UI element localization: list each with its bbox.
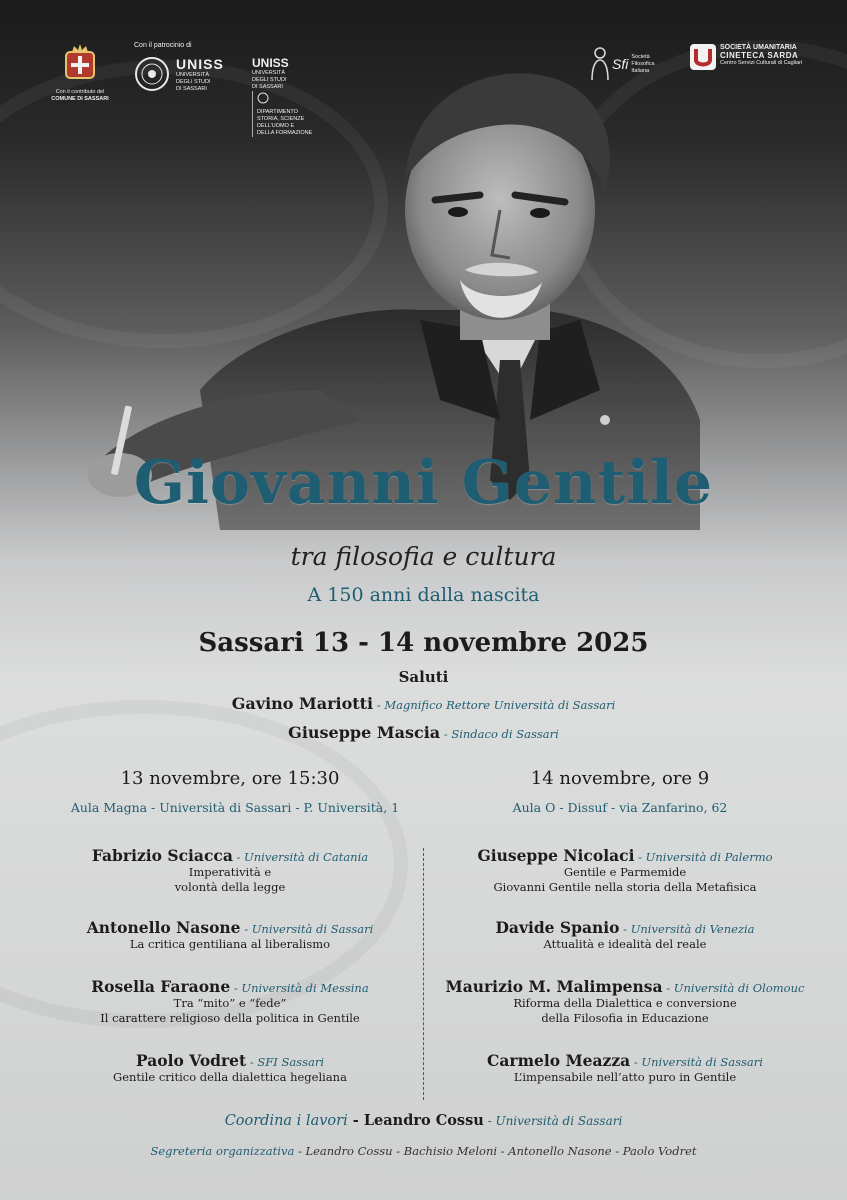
talk-title: Gentile e Parmemide: [563, 865, 687, 879]
talk-item: [30, 918, 430, 952]
uniss-dept-logo: [252, 56, 347, 137]
day1-venue: Aula Magna - Università di Sassari - P. Università, 1: [70, 800, 400, 815]
saluti-label: Saluti: [398, 668, 449, 686]
talk-title: Tra “mito” e “fede”: [173, 996, 287, 1010]
sfi-sub: Italiana: [631, 68, 650, 74]
dept-sub: STORIA, SCIENZE: [257, 116, 305, 122]
talk-title: Attualità e idealità del reale: [543, 937, 707, 951]
talk-title: Gentile critico della dialettica hegeliana: [113, 1070, 347, 1084]
umanitaria-mark-icon: [690, 44, 716, 70]
uniss-sub: UNIVERSITÀ: [252, 70, 286, 76]
event-title: Giovanni Gentile: [133, 448, 714, 518]
coordinator-line: [0, 1112, 847, 1129]
comune-caption: COMUNE DI SASSARI: [51, 96, 109, 102]
talk-item: [420, 977, 830, 1026]
guest-role: - Magnifico Rettore Università di Sassari: [373, 698, 616, 712]
talk-item: [30, 846, 430, 895]
coordinator-label: Coordina i lavori: [224, 1113, 348, 1129]
university-seal-icon: [134, 56, 170, 92]
uniss-sub: DI SASSARI: [176, 86, 207, 92]
talk-item: [30, 1051, 430, 1085]
talk-title: L’impensabile nell’atto puro in Gentile: [513, 1070, 737, 1084]
guest-line: [0, 694, 847, 713]
speaker-name: Davide Spanio: [495, 918, 620, 937]
dept-sub: DELLA FORMAZIONE: [257, 130, 313, 136]
speaker-name: Paolo Vodret: [135, 1051, 247, 1070]
speaker-affiliation: - Università di Venezia: [619, 922, 755, 936]
speaker-affiliation: - SFI Sassari: [246, 1055, 325, 1069]
talk-title: volontà della legge: [174, 880, 286, 894]
uniss-logo: [134, 56, 244, 93]
speaker-name: Maurizio M. Malimpensa: [445, 977, 663, 996]
department-seal-icon: [257, 92, 269, 104]
speaker-affiliation: - Università di Catania: [232, 850, 369, 864]
umanitaria-logo: [690, 44, 820, 70]
sfi-mark: Sfi: [612, 56, 629, 72]
anniversary-line: A 150 anni dalla nascita: [307, 584, 540, 606]
speaker-affiliation: - Università di Messina: [230, 981, 369, 995]
speaker-affiliation: - Università di Palermo: [634, 850, 773, 864]
speaker-name: Fabrizio Sciacca: [91, 846, 233, 865]
speaker-name: Rosella Faraone: [91, 977, 231, 996]
sfi-sub: Filosofica: [631, 61, 655, 67]
uniss-sub: DEGLI STUDI: [252, 77, 287, 83]
talk-item: [430, 1051, 820, 1085]
guest-line: [0, 723, 847, 742]
uniss-sub: UNIVERSITÀ: [176, 72, 210, 78]
sfi-logo: [588, 46, 668, 82]
secretariat-names: - Leandro Cossu - Bachisio Meloni - Antonello Nasone - Paolo Vodret: [294, 1144, 697, 1158]
event-dates: Sassari 13 - 14 novembre 2025: [198, 628, 649, 658]
uniss-title: UNISS: [252, 56, 289, 70]
talk-title: La critica gentiliana al liberalismo: [129, 937, 331, 951]
speaker-affiliation: - Università di Sassari: [240, 922, 374, 936]
talk-item: [430, 846, 820, 895]
coat-of-arms-icon: [60, 44, 100, 84]
talk-item: [430, 918, 820, 952]
comune-caption: Con il contributo del: [55, 89, 105, 95]
event-subtitle: tra filosofia e cultura: [290, 542, 557, 571]
day1-heading: 13 novembre, ore 15:30: [120, 768, 340, 789]
speaker-affiliation: - Università di Olomouc: [662, 981, 805, 995]
dept-sub: DELL'UOMO E: [257, 123, 295, 129]
coordinator-affiliation: - Università di Sassari: [483, 1114, 623, 1128]
talk-title: Imperatività e: [188, 865, 272, 879]
umanitaria-line: Centro Servizi Culturali di Cagliari: [720, 60, 803, 66]
sfi-figure-icon: [588, 46, 610, 82]
comune-logo: [44, 44, 116, 103]
uniss-sub: DI SASSARI: [252, 84, 283, 90]
uniss-sub: DEGLI STUDI: [176, 79, 211, 85]
dept-sub: DIPARTIMENTO: [257, 109, 298, 115]
guest-name: Giuseppe Mascia: [288, 723, 441, 742]
speaker-name: Carmelo Meazza: [487, 1051, 631, 1070]
umanitaria-line: SOCIETÀ UMANITARIA: [720, 44, 797, 51]
day2-heading: 14 novembre, ore 9: [530, 768, 710, 789]
talk-title: Il carattere religioso della politica in Gentile: [100, 1011, 360, 1025]
guest-role: - Sindaco di Sassari: [440, 727, 559, 741]
secretariat-line: [0, 1144, 847, 1158]
uniss-title: UNISS: [176, 56, 224, 72]
speaker-affiliation: - Università di Sassari: [630, 1055, 763, 1069]
patrocinio-label: Con il patrocinio di: [134, 42, 192, 49]
secretariat-label: Segreteria organizzativa: [150, 1144, 295, 1158]
coordinator-name: - Leandro Cossu: [347, 1112, 484, 1129]
speaker-name: Antonello Nasone: [86, 918, 241, 937]
talk-title: Giovanni Gentile nella storia della Metafisica: [493, 880, 757, 894]
umanitaria-line: CINETECA SARDA: [720, 51, 799, 60]
speaker-name: Giuseppe Nicolaci: [477, 846, 635, 865]
sfi-sub: Società: [631, 54, 650, 60]
talk-title: Riforma della Dialettica e conversione: [513, 996, 737, 1010]
talk-title: della Filosofia in Educazione: [541, 1011, 709, 1025]
guest-name: Gavino Mariotti: [231, 694, 374, 713]
talk-item: [30, 977, 430, 1026]
day2-venue: Aula O - Dissuf - via Zanfarino, 62: [512, 800, 728, 815]
